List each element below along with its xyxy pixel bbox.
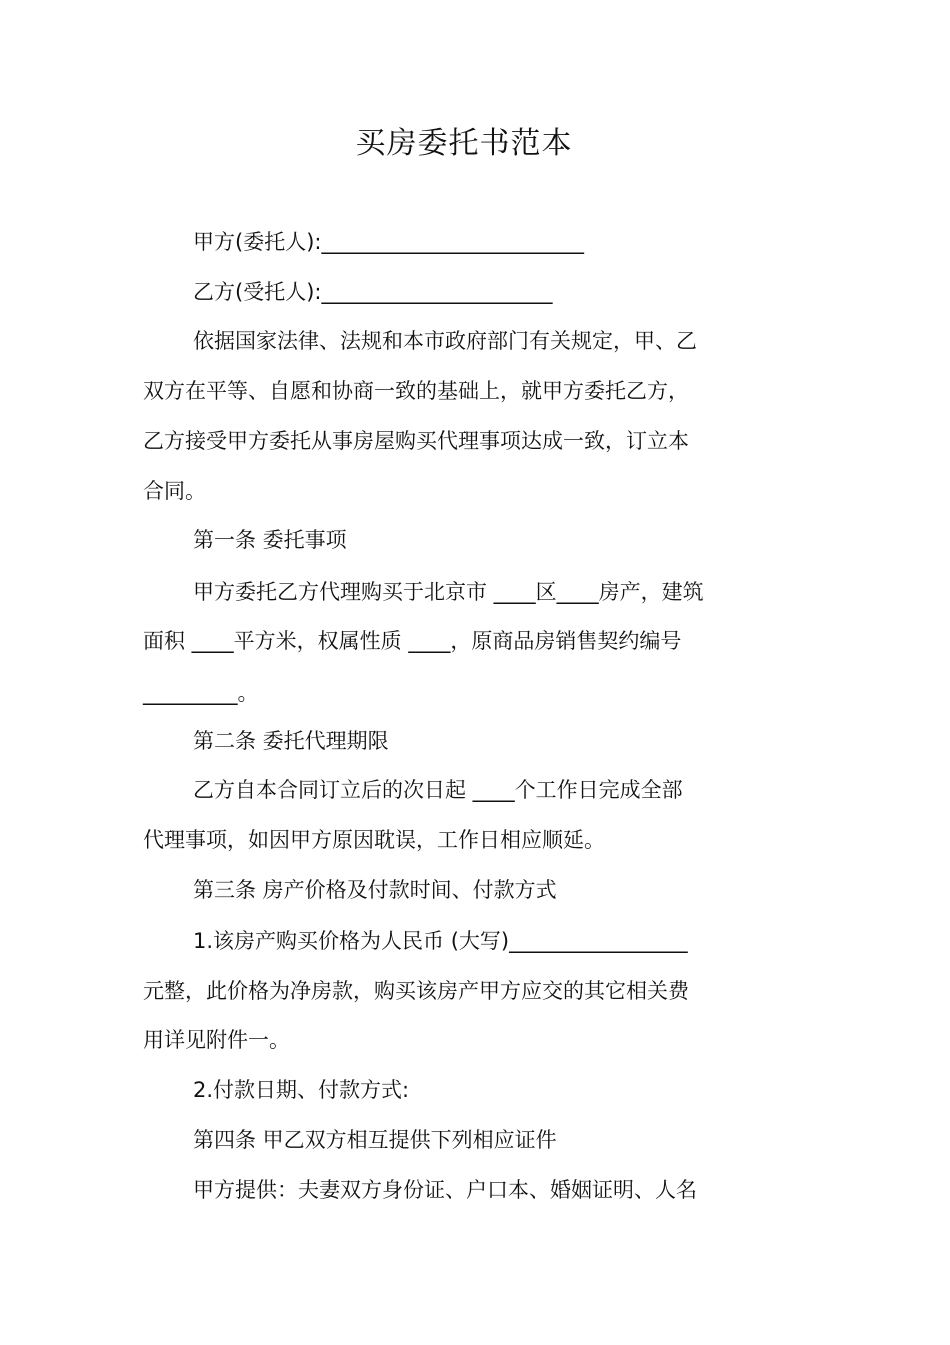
article-3-item-2: 2.付款日期、付款方式: (193, 1078, 410, 1102)
article-3-item-1-line-1: 1.该房产购买价格为人民币 (大写)_________________ (193, 929, 688, 953)
article-1-line-2: 面积 ____平方米，权属性质 ____，原商品房销售契约编号 (143, 629, 682, 653)
article-3-item-1-line-2: 元整，此价格为净房款，购买该房产甲方应交的其它相关费 (143, 979, 689, 1003)
preamble-line-1: 依据国家法律、法规和本市政府部门有关规定，甲、乙 (193, 329, 697, 353)
party-a-line: 甲方(委托人):_________________________ (193, 230, 584, 254)
page-title: 买房委托书范本 (355, 126, 573, 161)
article-1-line-3: _________。 (143, 681, 259, 705)
article-2-line-2: 代理事项，如因甲方原因耽误，工作日相应顺延。 (143, 828, 605, 852)
article-1-line-1: 甲方委托乙方代理购买于北京市 ____区____房产，建筑 (193, 580, 704, 604)
article-3-heading: 第三条 房产价格及付款时间、付款方式 (193, 878, 557, 902)
preamble-line-4: 合同。 (143, 479, 206, 503)
article-3-item-1-line-3: 用详见附件一。 (143, 1028, 290, 1052)
article-4-line-1: 甲方提供：夫妻双方身份证、户口本、婚姻证明、人名 (193, 1178, 697, 1202)
party-b-line: 乙方(受托人):______________________ (193, 280, 553, 304)
preamble-line-3: 乙方接受甲方委托从事房屋购买代理事项达成一致，订立本 (143, 429, 689, 453)
preamble-line-2: 双方在平等、自愿和协商一致的基础上，就甲方委托乙方， (143, 379, 689, 403)
article-2-line-1: 乙方自本合同订立后的次日起 ____个工作日完成全部 (193, 778, 683, 802)
article-2-heading: 第二条 委托代理期限 (193, 729, 389, 753)
article-1-heading: 第一条 委托事项 (193, 528, 347, 552)
article-4-heading: 第四条 甲乙双方相互提供下列相应证件 (193, 1128, 557, 1152)
